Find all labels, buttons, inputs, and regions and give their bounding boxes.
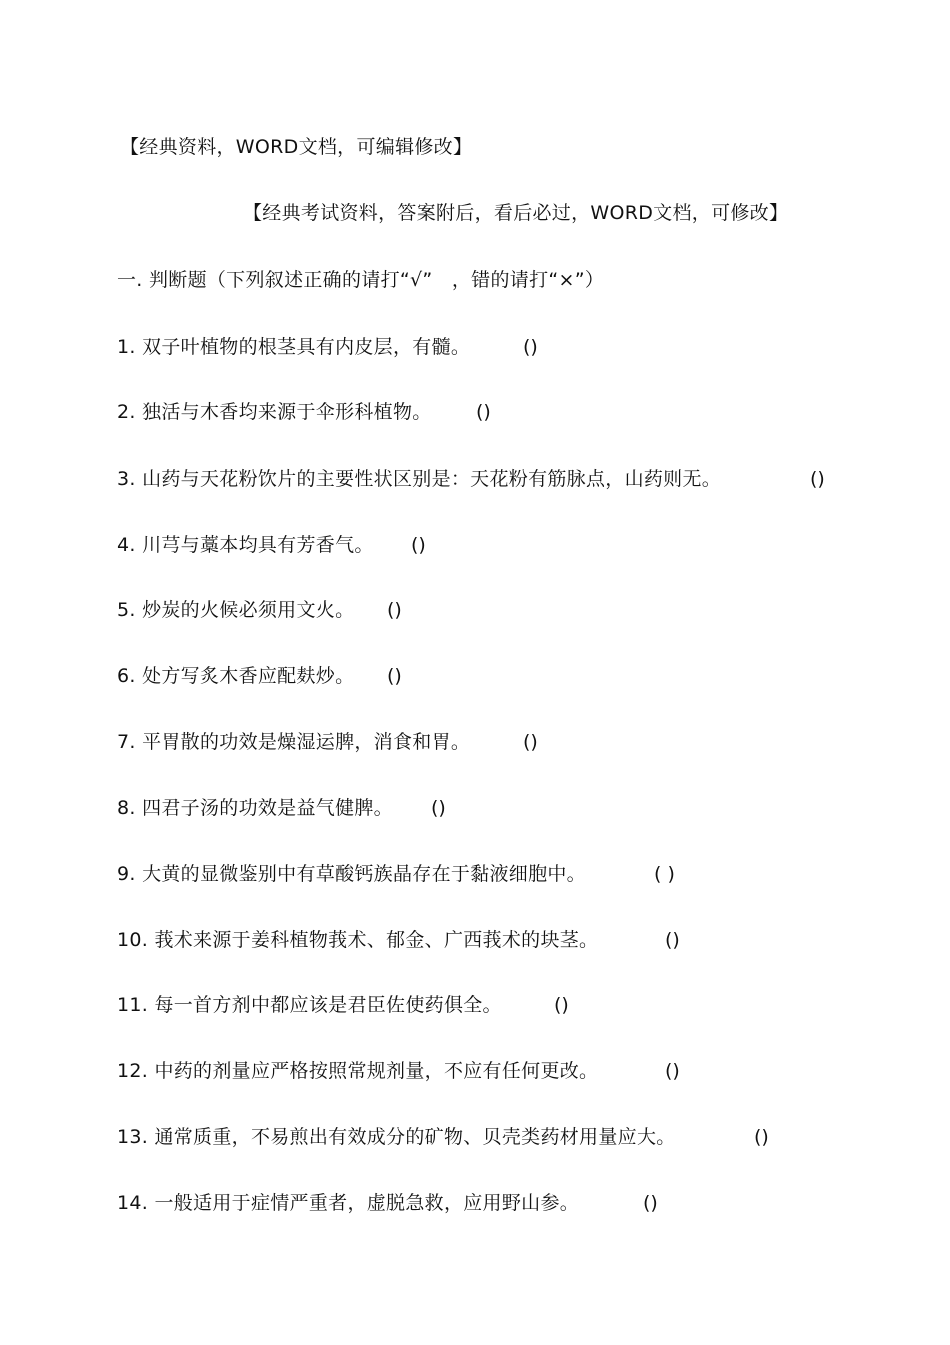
answer-blank: (): [387, 599, 402, 621]
question-item: 6. 处方写炙木香应配麸炒。: [117, 665, 355, 687]
question-item: 9. 大黄的显微鉴别中有草酸钙族晶存在于黏液细胞中。: [117, 863, 586, 885]
question-item: 11. 每一首方剂中都应该是君臣佐使药俱全。: [117, 994, 502, 1016]
header-line-2: 【经典考试资料，答案附后，看后必过，WORD文档，可修改】: [243, 202, 789, 224]
question-item: 8. 四君子汤的功效是益气健脾。: [117, 797, 393, 819]
answer-blank: (): [665, 929, 680, 951]
answer-blank: (): [523, 336, 538, 358]
answer-blank: (): [411, 534, 426, 556]
answer-blank: (): [665, 1060, 680, 1082]
answer-blank: (): [810, 468, 825, 490]
answer-blank: (): [523, 731, 538, 753]
question-item: 3. 山药与天花粉饮片的主要性状区别是：天花粉有筋脉点，山药则无。: [117, 468, 722, 490]
question-item: 1. 双子叶植物的根茎具有内皮层，有髓。: [117, 336, 471, 358]
question-item: 10. 莪术来源于姜科植物莪术、郁金、广西莪术的块茎。: [117, 929, 599, 951]
question-item: 5. 炒炭的火候必须用文火。: [117, 599, 355, 621]
question-item: 4. 川芎与藁本均具有芳香气。: [117, 534, 374, 556]
question-item: 12. 中药的剂量应严格按照常规剂量，不应有任何更改。: [117, 1060, 599, 1082]
section-title: 一. 判断题（下列叙述正确的请打“√” ，错的请打“×”）: [117, 269, 605, 291]
answer-blank: ( ): [654, 863, 675, 885]
header-line-1: 【经典资料，WORD文档，可编辑修改】: [120, 136, 473, 158]
answer-blank: (): [476, 401, 491, 423]
answer-blank: (): [754, 1126, 769, 1148]
answer-blank: (): [431, 797, 446, 819]
answer-blank: (): [643, 1192, 658, 1214]
question-item: 13. 通常质重，不易煎出有效成分的矿物、贝壳类药材用量应大。: [117, 1126, 676, 1148]
question-item: 14. 一般适用于症情严重者，虚脱急救，应用野山参。: [117, 1192, 580, 1214]
answer-blank: (): [387, 665, 402, 687]
question-item: 2. 独活与木香均来源于伞形科植物。: [117, 401, 432, 423]
question-item: 7. 平胃散的功效是燥湿运脾，消食和胃。: [117, 731, 471, 753]
answer-blank: (): [554, 994, 569, 1016]
